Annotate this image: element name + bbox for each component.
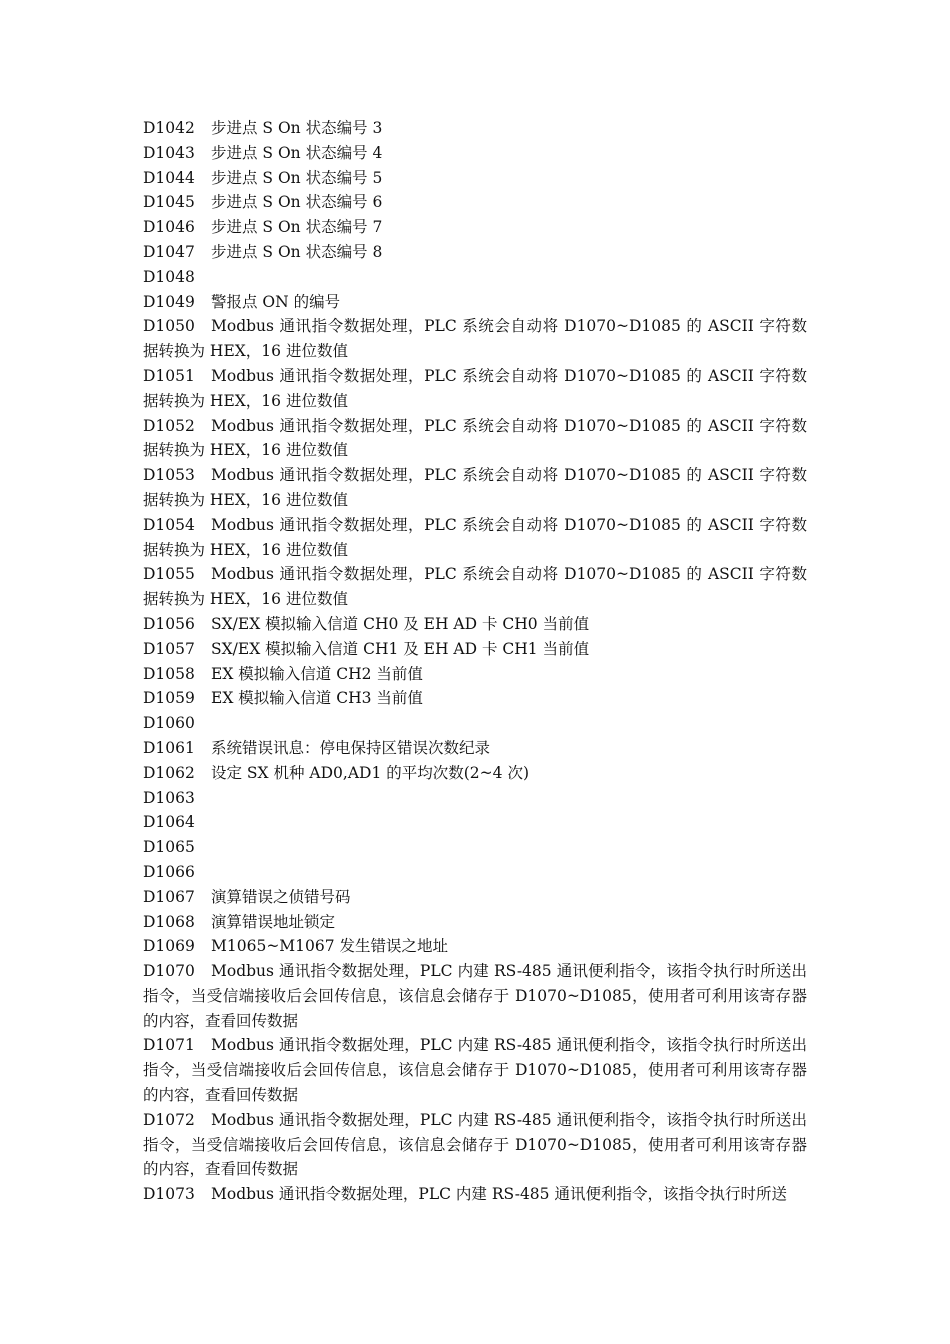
register-description: Modbus 通讯指令数据处理，PLC 系统会自动将 D1070~D1085 的 ASCII 字符数据转换为 HEX，16 进位数值 [143,515,807,559]
register-description: Modbus 通讯指令数据处理，PLC 系统会自动将 D1070~D1085 的 ASCII 字符数据转换为 HEX，16 进位数值 [143,317,807,361]
register-description: Modbus 通讯指令数据处理，PLC 内建 RS-485 通讯便利指令，该指令执行时所送 [211,1185,787,1204]
register-entry [143,662,807,687]
register-entry [143,934,807,959]
register-description: 演算错误之侦错号码 [211,887,351,906]
register-code: D1065 [143,838,195,857]
register-code: D1055 [143,565,195,584]
register-description: M1065~M1067 发生错误之地址 [211,937,449,956]
register-description: 步进点 S On 状态编号 5 [211,168,383,187]
register-description: 步进点 S On 状态编号 4 [211,143,383,162]
register-list [143,116,807,1207]
register-entry [143,562,807,612]
register-code: D1064 [143,813,195,832]
register-code: D1050 [143,317,195,336]
register-description: Modbus 通讯指令数据处理，PLC 内建 RS-485 通讯便利指令，该指令执行时所送出指令，当受信端接收后会回传信息，该信息会储存于 D1070~D1085，使用者可利用该寄存器的内容，查看回传数据 [143,962,807,1030]
register-entry [143,215,807,240]
register-description: 步进点 S On 状态编号 8 [211,242,383,261]
register-code: D1048 [143,267,195,286]
register-description: Modbus 通讯指令数据处理，PLC 内建 RS-485 通讯便利指令，该指令执行时所送出指令，当受信端接收后会回传信息，该信息会储存于 D1070~D1085，使用者可利用该寄存器的内容，查看回传数据 [143,1110,807,1179]
register-code: D1067 [143,887,195,906]
register-code: D1056 [143,614,195,633]
register-entry [143,314,807,364]
register-entry [143,686,807,711]
register-description: 步进点 S On 状态编号 3 [211,119,383,137]
register-code: D1073 [143,1185,195,1204]
register-description: 系统错误讯息：停电保持区错误次数纪录 [211,738,491,757]
register-code: D1061 [143,738,195,757]
register-code: D1042 [143,119,195,137]
register-code: D1054 [143,515,195,534]
register-entry [143,810,807,835]
register-description: Modbus 通讯指令数据处理，PLC 系统会自动将 D1070~D1085 的 ASCII 字符数据转换为 HEX，16 进位数值 [143,565,807,609]
register-description: Modbus 通讯指令数据处理，PLC 系统会自动将 D1070~D1085 的 ASCII 字符数据转换为 HEX，16 进位数值 [143,416,807,460]
register-entry [143,190,807,215]
register-description: 步进点 S On 状态编号 7 [211,218,383,237]
register-entry [143,364,807,414]
register-code: D1060 [143,714,195,733]
register-code: D1066 [143,862,195,881]
register-entry [143,736,807,761]
register-entry [143,786,807,811]
register-entry [143,513,807,563]
register-code: D1058 [143,664,195,683]
register-entry [143,1033,807,1107]
register-code: D1068 [143,912,195,931]
register-code: D1045 [143,193,195,212]
register-entry [143,711,807,736]
register-entry [143,414,807,464]
register-code: D1069 [143,937,195,956]
register-entry [143,463,807,513]
register-entry [143,637,807,662]
register-code: D1049 [143,292,195,311]
register-entry [143,116,807,141]
register-entry [143,835,807,860]
register-code: D1043 [143,143,195,162]
register-code: D1053 [143,466,195,485]
register-description: 演算错误地址锁定 [211,912,336,931]
register-entry [143,240,807,265]
register-description: SX/EX 模拟输入信道 CH0 及 EH AD 卡 CH0 当前值 [211,614,590,633]
register-code: D1059 [143,689,195,708]
register-code: D1044 [143,168,195,187]
register-description: 步进点 S On 状态编号 6 [211,193,383,212]
register-description: Modbus 通讯指令数据处理，PLC 系统会自动将 D1070~D1085 的 ASCII 字符数据转换为 HEX，16 进位数值 [143,366,807,410]
register-entry [143,761,807,786]
register-entry [143,1182,807,1207]
register-code: D1057 [143,639,195,658]
register-code: D1071 [143,1036,195,1055]
register-description: EX 模拟输入信道 CH3 当前值 [211,689,423,708]
register-entry [143,860,807,885]
register-description: 设定 SX 机种 AD0,AD1 的平均次数(2~4 次) [211,763,529,782]
register-entry [143,959,807,1033]
register-description: 警报点 ON 的编号 [211,292,341,311]
register-code: D1046 [143,218,195,237]
register-code: D1062 [143,763,195,782]
register-code: D1072 [143,1110,195,1129]
register-entry [143,166,807,191]
register-code: D1063 [143,788,195,807]
register-entry [143,885,807,910]
register-entry [143,265,807,290]
register-description: SX/EX 模拟输入信道 CH1 及 EH AD 卡 CH1 当前值 [211,639,590,658]
register-entry [143,290,807,315]
register-description: Modbus 通讯指令数据处理，PLC 内建 RS-485 通讯便利指令，该指令执行时所送出指令，当受信端接收后会回传信息，该信息会储存于 D1070~D1085，使用者可利用该寄存器的内容，查看回传数据 [143,1036,807,1105]
register-code: D1052 [143,416,195,435]
register-code: D1070 [143,962,195,981]
register-description: Modbus 通讯指令数据处理，PLC 系统会自动将 D1070~D1085 的 ASCII 字符数据转换为 HEX，16 进位数值 [143,466,807,509]
register-entry [143,1108,807,1182]
register-entry [143,141,807,166]
register-entry [143,910,807,935]
register-code: D1047 [143,242,195,261]
register-code: D1051 [143,366,195,385]
register-description: EX 模拟输入信道 CH2 当前值 [211,664,423,683]
register-entry [143,612,807,637]
